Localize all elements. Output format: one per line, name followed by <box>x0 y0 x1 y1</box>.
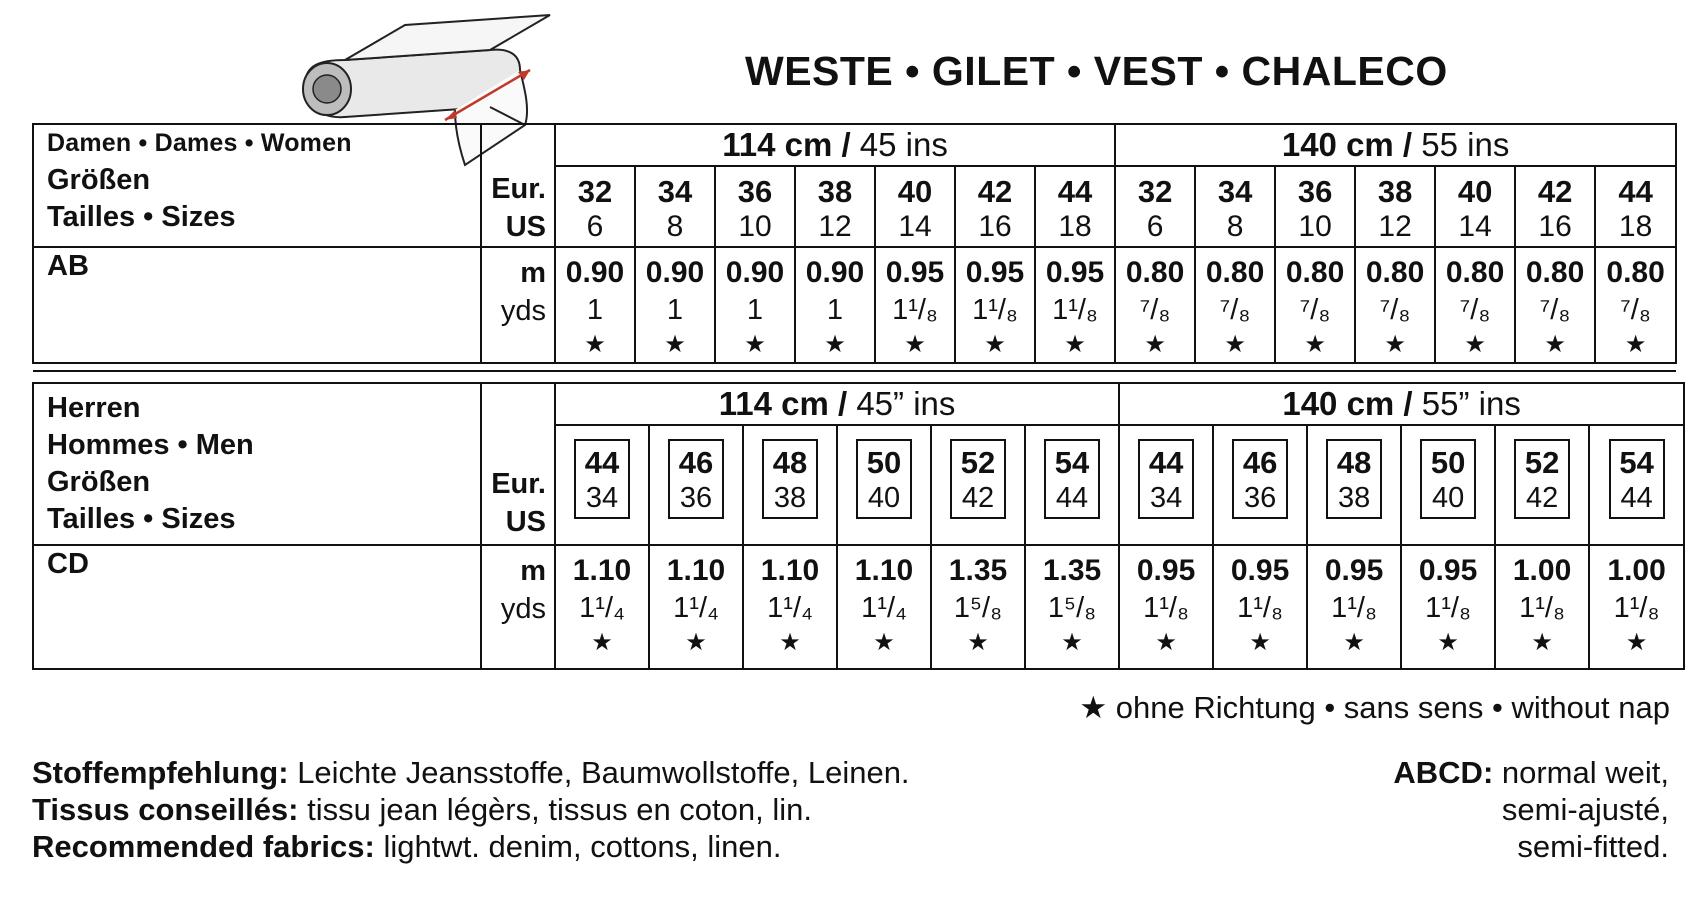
men-eur-label: Eur. <box>491 468 546 500</box>
yardage-cell: 0.95 1¹/₈ ★ <box>1213 545 1307 669</box>
yardage-cell: 0.90 1 ★ <box>635 247 715 363</box>
women-size-cell: 36 10 <box>715 166 795 247</box>
fit-line-1: normal weit, <box>1493 755 1669 790</box>
meters-unit: m <box>520 257 546 289</box>
meters-unit: m <box>520 555 546 587</box>
yardage-cell: 0.80 ⁷/₈ ★ <box>1195 247 1275 363</box>
yardage-cell: 0.95 1¹/₈ ★ <box>875 247 955 363</box>
men-sizes-de: Größen <box>47 466 151 498</box>
recommendation-de: Stoffempfehlung: Leichte Jeansstoffe, Baumwollstoffe, Leinen. <box>32 755 910 790</box>
men-size-cell: 48 38 <box>1307 425 1401 545</box>
fabric-recommendations <box>32 754 910 865</box>
women-width-140: 140 cm / 55 ins <box>1115 124 1676 166</box>
recommendation-en: Recommended fabrics: lightwt. denim, cottons, linen. <box>32 829 782 864</box>
men-size-cell: 50 40 <box>1401 425 1495 545</box>
women-size-cell: 38 12 <box>795 166 875 247</box>
yardage-cell: 1.00 1¹/₈ ★ <box>1589 545 1684 669</box>
men-size-cell: 54 44 <box>1589 425 1684 545</box>
yardage-cell: 0.90 1 ★ <box>555 247 635 363</box>
women-sizes-fr-en: Tailles • Sizes <box>47 201 236 233</box>
women-size-cell: 32 6 <box>555 166 635 247</box>
yardage-cell: 0.80 ⁷/₈ ★ <box>1275 247 1355 363</box>
fit-line-3: semi-fitted. <box>1517 829 1669 864</box>
women-size-cell: 40 14 <box>875 166 955 247</box>
men-size-label <box>33 383 481 545</box>
women-label: Damen • Dames • Women <box>47 129 352 157</box>
women-width-114: 114 cm / 45 ins <box>555 124 1115 166</box>
women-size-cell: 42 16 <box>1515 166 1595 247</box>
women-size-cell: 44 18 <box>1035 166 1115 247</box>
women-size-cell: 32 6 <box>1115 166 1195 247</box>
men-size-cell: 46 36 <box>1213 425 1307 545</box>
women-size-cell: 38 12 <box>1355 166 1435 247</box>
yardage-cell: 0.95 1¹/₈ ★ <box>1119 545 1213 669</box>
yards-unit: yds <box>500 593 546 625</box>
yardage-cell: 0.80 ⁷/₈ ★ <box>1595 247 1676 363</box>
page-title: WESTE • GILET • VEST • CHALECO <box>745 48 1448 94</box>
view-cd-label: CD <box>33 545 481 669</box>
yardage-cell: 0.95 1¹/₈ ★ <box>1035 247 1115 363</box>
nap-legend: ★ ohne Richtung • sans sens • without nap <box>1079 690 1670 725</box>
women-sizes-de: Größen <box>47 164 151 196</box>
yardage-cell: 0.95 1¹/₈ ★ <box>955 247 1035 363</box>
women-size-cell: 36 10 <box>1275 166 1355 247</box>
fit-description <box>1393 754 1669 865</box>
men-size-cell: 52 42 <box>1495 425 1589 545</box>
yardage-cell: 0.95 1¹/₈ ★ <box>1307 545 1401 669</box>
fit-label: ABCD: <box>1393 755 1494 790</box>
men-size-cell: 52 42 <box>931 425 1025 545</box>
men-yardage-chart <box>32 382 1685 670</box>
yardage-cell: 1.10 1¹/₄ ★ <box>649 545 743 669</box>
women-size-cell: 42 16 <box>955 166 1035 247</box>
men-label-de: Herren <box>47 392 141 424</box>
fit-line-2: semi-ajusté, <box>1501 792 1669 827</box>
yardage-cell: 1.35 1⁵/₈ ★ <box>1025 545 1119 669</box>
women-size-cell: 44 18 <box>1595 166 1676 247</box>
men-us-label: US <box>505 506 546 538</box>
yardage-chart <box>32 123 1677 372</box>
women-size-cell: 40 14 <box>1435 166 1515 247</box>
men-size-cell: 50 40 <box>837 425 931 545</box>
men-label-fr-en: Hommes • Men <box>47 429 254 461</box>
yardage-cell: 0.90 1 ★ <box>795 247 875 363</box>
women-size-cell: 34 8 <box>1195 166 1275 247</box>
yardage-cell: 0.90 1 ★ <box>715 247 795 363</box>
men-size-cell: 48 38 <box>743 425 837 545</box>
yardage-cell: 1.10 1¹/₄ ★ <box>555 545 649 669</box>
yards-unit: yds <box>500 295 546 327</box>
yardage-cell: 0.95 1¹/₈ ★ <box>1401 545 1495 669</box>
women-us-label: US <box>505 211 546 243</box>
men-sizes-fr-en: Tailles • Sizes <box>47 503 236 535</box>
yardage-cell: 0.80 ⁷/₈ ★ <box>1115 247 1195 363</box>
yardage-cell: 0.80 ⁷/₈ ★ <box>1515 247 1595 363</box>
yardage-cell: 1.10 1¹/₄ ★ <box>837 545 931 669</box>
men-size-cell: 44 34 <box>555 425 649 545</box>
yardage-cell: 0.80 ⁷/₈ ★ <box>1355 247 1435 363</box>
women-size-cell: 34 8 <box>635 166 715 247</box>
men-size-cell: 44 34 <box>1119 425 1213 545</box>
yardage-cell: 1.00 1¹/₈ ★ <box>1495 545 1589 669</box>
men-size-cell: 46 36 <box>649 425 743 545</box>
women-size-label <box>33 124 481 247</box>
men-size-cell: 54 44 <box>1025 425 1119 545</box>
recommendation-fr: Tissus conseillés: tissu jean légèrs, tissus en coton, lin. <box>32 792 812 827</box>
men-width-140: 140 cm / 55” ins <box>1119 383 1684 425</box>
women-eur-label: Eur. <box>491 173 546 205</box>
yardage-cell: 1.35 1⁵/₈ ★ <box>931 545 1025 669</box>
men-width-114: 114 cm / 45” ins <box>555 383 1119 425</box>
view-ab-label: AB <box>33 247 481 363</box>
yardage-cell: 0.80 ⁷/₈ ★ <box>1435 247 1515 363</box>
yardage-cell: 1.10 1¹/₄ ★ <box>743 545 837 669</box>
